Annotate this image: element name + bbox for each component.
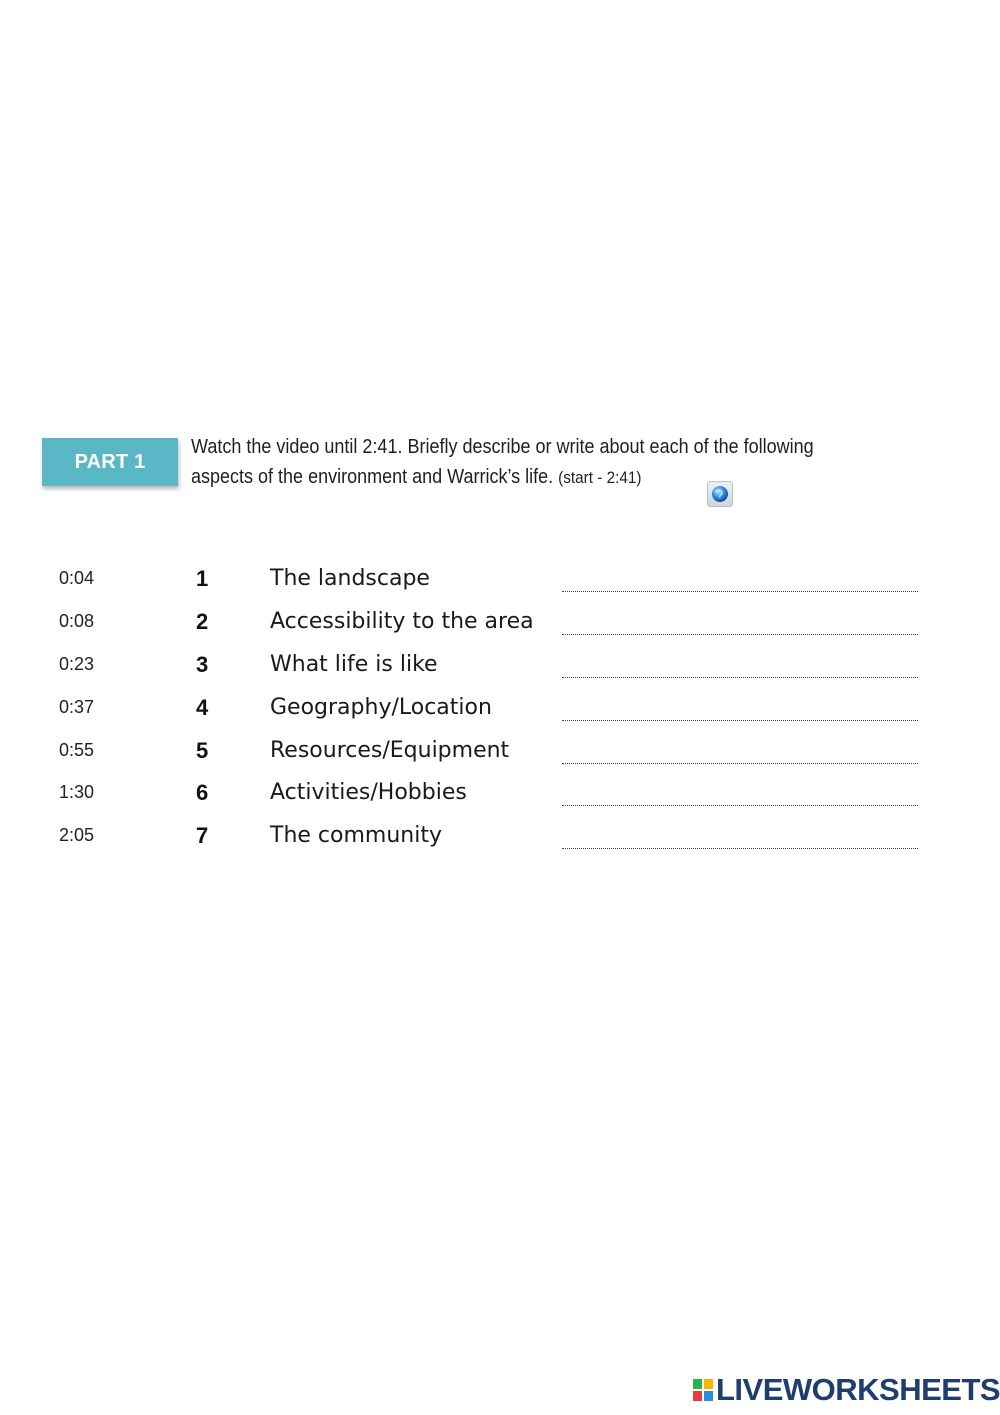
timestamp: 0:37 (59, 697, 95, 717)
exercise-row (0, 646, 1000, 686)
part-badge (42, 438, 178, 486)
item-number: 1 (196, 566, 209, 591)
timestamp: 1:30 (59, 782, 95, 802)
item-label: What life is like (270, 652, 438, 677)
exercise-row (0, 817, 1000, 857)
instructions-line-1: Watch the video until 2:41. Briefly describe or write about each of the following (191, 436, 814, 458)
timestamp: 0:23 (59, 654, 95, 674)
exercise-row (0, 689, 1000, 729)
globe-icon (708, 482, 732, 506)
item-number: 3 (196, 652, 209, 677)
exercise-row (0, 560, 1000, 600)
item-label: Resources/Equipment (270, 738, 510, 763)
item-label: Activities/Hobbies (270, 780, 467, 805)
answer-field[interactable] (562, 842, 918, 849)
item-number: 2 (196, 609, 209, 634)
item-number: 6 (196, 780, 209, 805)
timestamp: 0:08 (59, 611, 95, 631)
item-number: 4 (196, 695, 209, 720)
exercise-row (0, 603, 1000, 643)
video-play-button[interactable] (707, 481, 733, 507)
item-label: Accessibility to the area (270, 609, 534, 634)
answer-field[interactable] (562, 714, 918, 721)
answer-field[interactable] (562, 585, 918, 592)
answer-field[interactable] (562, 671, 918, 678)
answer-field[interactable] (562, 757, 918, 764)
instructions-time-range: (start - 2:41) (558, 468, 642, 487)
liveworksheets-logo-icon (692, 1377, 714, 1403)
answer-field[interactable] (562, 799, 918, 806)
item-number: 5 (196, 738, 209, 763)
answer-field[interactable] (562, 628, 918, 635)
item-number: 7 (196, 823, 209, 848)
item-label: The landscape (270, 566, 430, 591)
item-label: Geography/Location (270, 695, 492, 720)
exercise-row (0, 774, 1000, 814)
timestamp: 0:04 (59, 568, 95, 588)
timestamp: 0:55 (59, 740, 95, 760)
brand (692, 1372, 1000, 1408)
part-label: PART 1 (74, 450, 146, 473)
item-label: The community (270, 823, 442, 848)
instructions-line-2-main: aspects of the environment and Warrick’s life. (191, 466, 554, 488)
brand-name: LIVEWORKSHEETS (716, 1372, 1000, 1407)
timestamp: 2:05 (59, 825, 95, 845)
exercise-row (0, 732, 1000, 772)
